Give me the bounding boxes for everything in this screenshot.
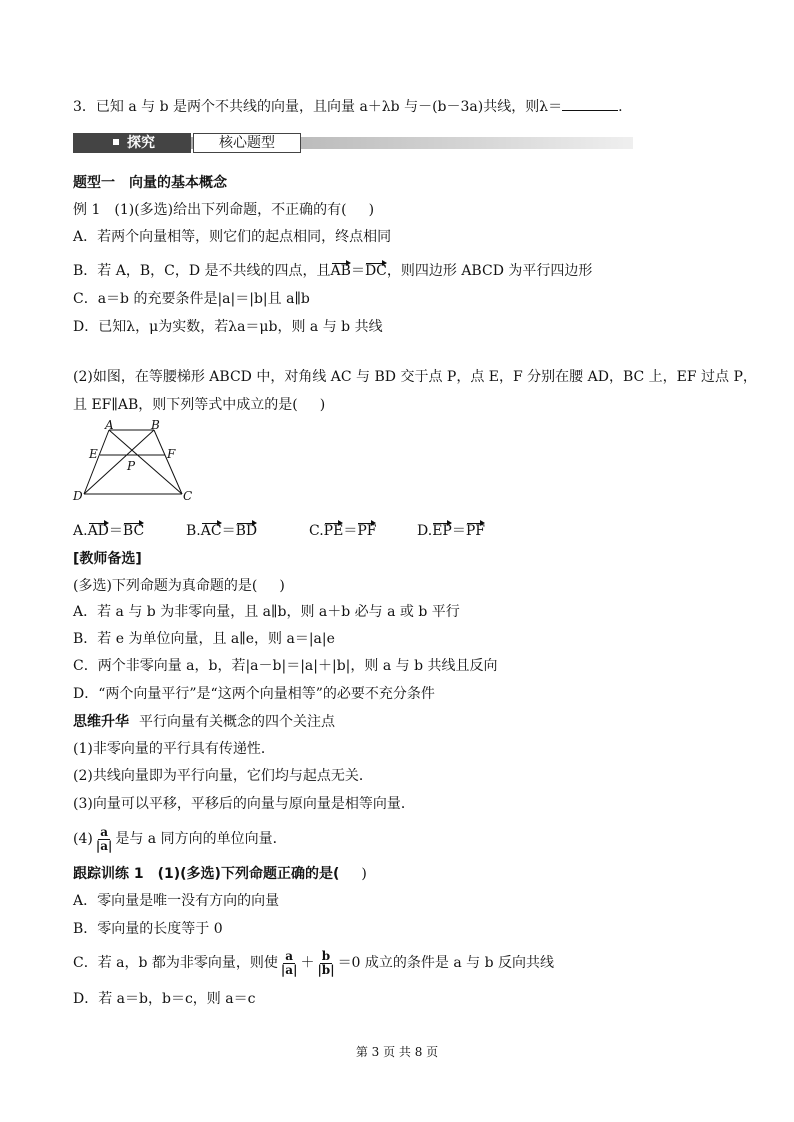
label-a: A <box>105 420 114 432</box>
diagonal-bd <box>84 430 154 494</box>
ex2-option-a: A.AD＝BC <box>73 523 145 539</box>
answer-blank <box>562 97 618 111</box>
fraction-a: $\frac{a}{|a|}$ <box>280 948 298 977</box>
ex1-option-c: C．a＝b 的充要条件是|a|＝|b|且 a∥b <box>73 291 310 307</box>
vector-dc: DC <box>364 263 387 279</box>
follow-stem: 跟踪训练 1 (1)(多选)下列命题正确的是( ) <box>73 866 367 882</box>
teacher-option-d: D．“两个向量平行”是“这两个向量相等”的必要不充分条件 <box>73 686 435 702</box>
edge-da <box>84 430 109 494</box>
section-banner <box>73 133 633 153</box>
teacher-stem: (多选)下列命题为真命题的是( ) <box>73 578 285 594</box>
diagonal-ac <box>109 430 182 494</box>
ex2-option-c: C.PE＝PF <box>309 523 377 539</box>
ex1-option-b: B．若 A，B，C，D 是不共线的四点，且AB＝DC，则四边形 ABCD 为平行四边形 <box>73 263 593 279</box>
label-p: P <box>127 459 136 473</box>
edge-bc <box>154 430 182 494</box>
fraction-a-over-norm: $\frac{a}{|a|}$ <box>95 824 113 853</box>
teacher-option-b: B．若 e 为单位向量，且 a∥e，则 a＝|a|e <box>73 631 335 647</box>
ex2-option-d: D.EP＝PF <box>417 523 485 539</box>
follow-option-c: C．若 a，b 都为非零向量，则使 $\frac{a}{|a|}$ ＋ $\frac{b}{|b|}$ ＝0 成立的条件是 a 与 b 反向共线 <box>73 948 555 977</box>
summary-point-2: (2)共线向量即为平行向量，它们均与起点无关． <box>73 768 373 784</box>
label-f: F <box>167 447 176 461</box>
vector-ab: AB <box>330 263 351 279</box>
page-footer: 第 3 页 共 8 页 <box>355 1045 439 1059</box>
teacher-title: [教师备选] <box>73 551 142 567</box>
banner-tag-core: 核心题型 <box>193 133 301 153</box>
ex1-stem: 例 1 (1)(多选)给出下列命题，不正确的有( ) <box>73 202 375 218</box>
type1-heading: 题型一 向量的基本概念 <box>73 175 227 191</box>
ex2-line1: (2)如图，在等腰梯形 ABCD 中，对角线 AC 与 BD 交于点 P，点 E，F 分别在腰 AD，BC 上，EF 过点 P， <box>73 369 757 385</box>
fraction-b: $\frac{b}{|b|}$ <box>317 948 335 977</box>
summary-point-1: (1)非零向量的平行具有传递性． <box>73 741 275 757</box>
label-d: D <box>73 489 83 503</box>
banner-tag-explore: 探究 <box>73 133 191 153</box>
summary-point-4: (4) $\frac{a}{|a|}$ 是与 a 同方向的单位向量． <box>73 824 287 853</box>
follow-option-a: A．零向量是唯一没有方向的向量 <box>73 893 280 909</box>
ex2-line2: 且 EF∥AB，则下列等式中成立的是( ) <box>73 397 326 413</box>
teacher-option-c: C．两个非零向量 a，b，若|a－b|＝|a|＋|b|，则 a 与 b 共线且反向 <box>73 658 498 674</box>
trapezoid-figure <box>72 420 197 508</box>
summary-point-3: (3)向量可以平移，平移后的向量与原向量是相等向量． <box>73 796 415 812</box>
follow-option-b: B．零向量的长度等于 0 <box>73 921 223 937</box>
question-3: 3．已知 a 与 b 是两个不共线的向量，且向量 a＋λb 与－(b－3a)共线，则λ＝ . <box>73 99 623 115</box>
follow-option-d: D．若 a＝b，b＝c，则 a＝c <box>73 991 256 1007</box>
label-e: E <box>89 447 98 461</box>
teacher-option-a: A．若 a 与 b 为非零向量，且 a∥b，则 a＋b 必与 a 或 b 平行 <box>73 604 460 620</box>
ex2-option-b: B.AC＝BD <box>186 523 258 539</box>
ex1-option-a: A．若两个向量相等，则它们的起点相同，终点相同 <box>73 229 392 245</box>
ex1-option-d: D．已知λ，μ为实数，若λa＝μb，则 a 与 b 共线 <box>73 319 383 335</box>
label-c: C <box>183 489 193 503</box>
label-b: B <box>151 420 160 432</box>
summary-heading: 思维升华 平行向量有关概念的四个关注点 <box>73 714 335 730</box>
square-icon <box>113 139 119 145</box>
